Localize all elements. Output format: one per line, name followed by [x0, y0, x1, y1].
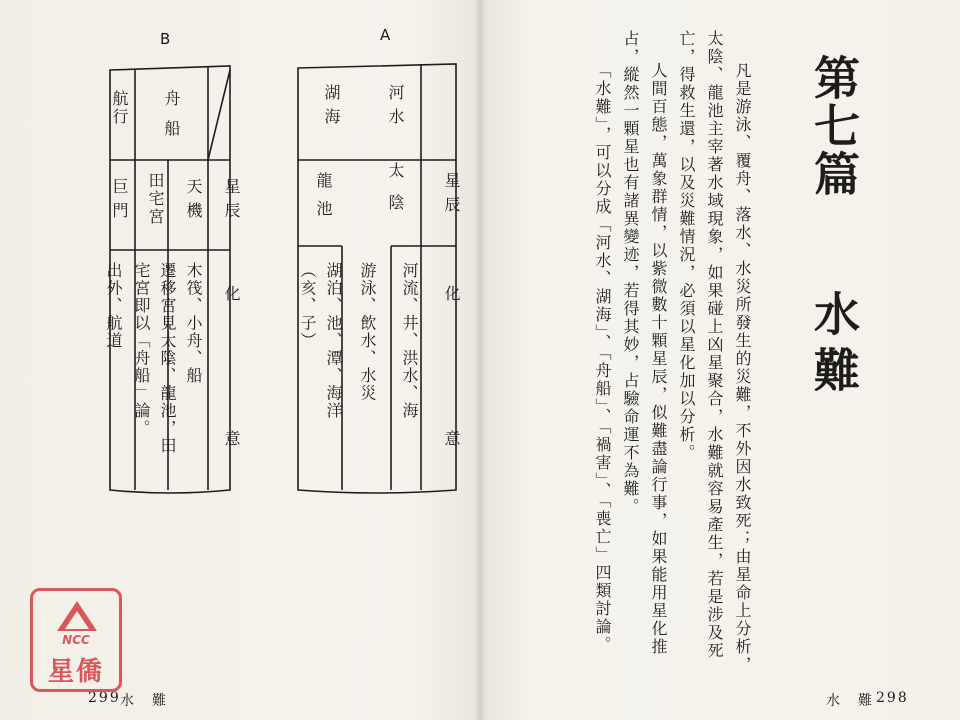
table-b-top-tianzhai: 田宅宮: [146, 172, 165, 226]
table-b-header-hangxing: 航行: [110, 90, 129, 126]
stamp-chinese: 星僑: [47, 657, 104, 687]
table-a-header-star: 星辰: [442, 172, 461, 220]
table-a-header-huhai: 湖海: [322, 84, 341, 132]
chapter-title: 第七篇: [807, 54, 861, 198]
table-b-hua: 化: [222, 285, 241, 303]
table-b-header-zhouchuan: 舟船: [162, 90, 181, 150]
table-b-body-chuwai: 出外、航道: [104, 262, 123, 350]
table-b-body-qianyi: 遷移宮見太陰、龍池，田宅宮即以「舟船」論。: [132, 262, 177, 455]
table-a-hua: 化: [442, 285, 461, 303]
stamp-latin: NCC: [62, 633, 90, 647]
table-b-top-tianji: 天機: [184, 178, 203, 226]
paragraph-2: 人間百態，萬象群情，以紫微數十顆星辰，似難盡論行事，如果能用星化推占，縱然一顆星也有諸異變迹，若得其妙，占驗命運不為難。: [621, 30, 668, 656]
right-page-number: 298: [876, 690, 909, 706]
book-gutter: [474, 0, 486, 720]
table-a-body-hupo: 湖泊、池、潭、海洋（亥、子）: [298, 262, 343, 420]
table-a-label: A: [380, 26, 391, 44]
table-a-yi: 意: [442, 430, 461, 448]
mountain-icon: [55, 599, 99, 633]
table-a-top-longchi: 龍池: [314, 172, 333, 228]
table-b-yi: 意: [222, 430, 241, 448]
table-a-body-heliu: 河流、井、洪水、海: [400, 262, 419, 420]
table-a-header-heshui: 河水: [386, 84, 405, 132]
table-b-body-mufa: 木筏、小舟、船: [184, 262, 203, 385]
table-b-label: B: [160, 30, 171, 48]
paragraph-3: 「水難」，可以分成「河水、湖海」、「舟船」、「禍害」、「喪亡」四類討論。: [593, 62, 612, 654]
chapter-subtitle: 水難: [807, 290, 861, 402]
table-b-top-jumen: 巨門: [110, 178, 129, 226]
right-running-title: 水 難: [826, 693, 874, 709]
ncc-stamp: [30, 588, 122, 692]
table-a-body-youyong: 游泳、飲水、水災: [358, 262, 377, 402]
left-page-number: 299: [88, 690, 121, 706]
paragraph-1: 凡是游泳、覆舟、落水、水災所發生的災難，不外因水致死；由星命上分析，太陰、龍池主宰著水域現象，如果碰上凶星聚合，水難就容易產生，若是涉及死亡，得救生還，以及災難情況，必須以星化加以分析。: [677, 30, 752, 674]
table-a-top-taiyin: 太陰: [386, 162, 405, 226]
table-b-header-star: 星辰: [222, 178, 241, 226]
chapter-body: [518, 30, 756, 690]
left-running-title: 水 難: [120, 693, 168, 709]
